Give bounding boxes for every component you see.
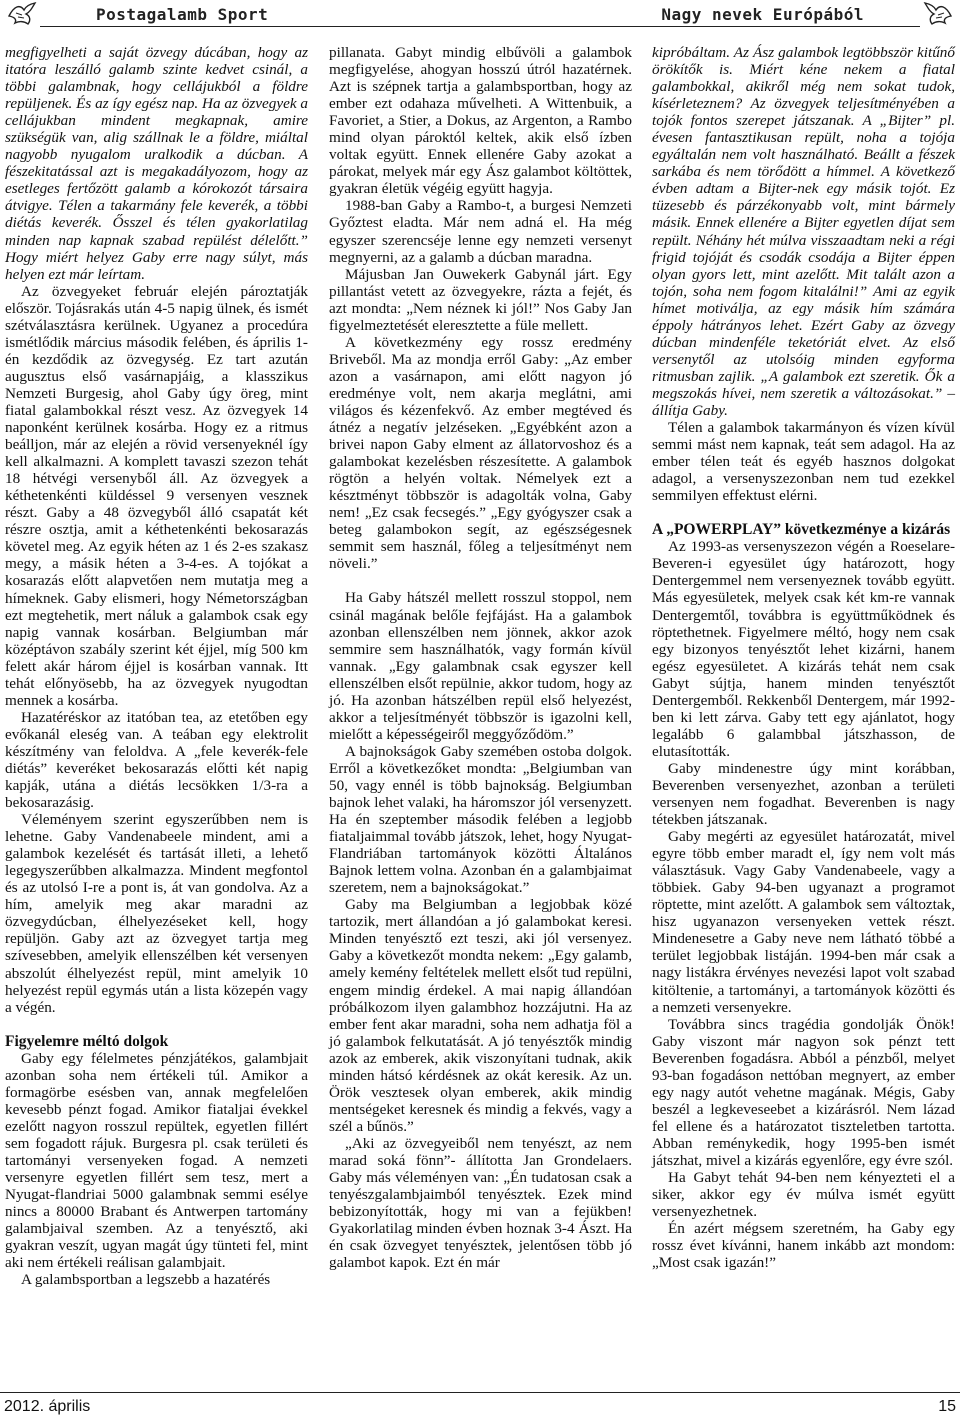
section-heading: A „POWERPLAY” következménye a kizárás [652, 521, 951, 539]
paragraph: megfigyelheti a saját özvegy dúcában, hogy az itatóra leszálló galamb szinte kedvet csinál, a többi galambnak, hogy cellájukból a földre repüljenek. És az így egész nap. Ha az özvegyek a cellájukban mindent megkapnak, amire szükségük van, alig szállnak le a földre, miáltal nagyobb nyugalom uralkodik a dúcban. A fészekitatással azt is megakadályozom, hogy az esetleges fertőzött galamb a kórokozót társaira átvigye. Télen a takarmány fele keverék, a többi diétás keverék. Ősszel és télen gyakorlatilag minden nap kapnak szabad repülést délelőtt.” Hogy miért helyez Gaby erre nagy súlyt, más helyen ezt már leírtam. [5, 44, 308, 283]
paragraph-spacer [329, 572, 632, 589]
paragraph: 1988-ban Gaby a Rambo-t, a burgesi Nemzeti Győztest eladta. Már nem adná el. Ha még egyszer szerencséje lenne egy nemzeti versenyt megnyerni, az a galamb a dúcban maradna. [329, 197, 632, 266]
pigeon-icon [6, 0, 38, 28]
magazine-title: Postagalamb Sport [96, 5, 269, 24]
paragraph: Télen a galambok takarmányon és vízen kívül semmi mást nem kapnak, teát sem adagol. Ha az ember télen teát és egyéb hasznos dolgokat adagol, a versenyszezonban nem tud ezekkel semmilyen effektust elérni. [652, 419, 955, 505]
paragraph: Az özvegyeket február elején pároztatják először. Tojásrakás után 4-5 napig ülnek, és ismét szétválasztásra kerülnek. Ugyanez a procedúra ismétlődik március második felében, és április 1-én kezdődik az özvegység. Ez tart azután augusztus első vasárnapjáig, a klasszikus Nemzeti Burgesig, ahol Gaby úgy öreg, mint fiatal galambokkal részt vesz. Az özvegyek 14 naponként kerülnek kosárba. Hogy ez a ritmus beálljon, már az elején a rövid versenyeknél így kell alkalmazni. A komplett tavaszi szezon tehát 18 hétvégi versenyből áll. Az özvegyek a kéthetenkénti küldéssel 9 versenyen vesznek részt. Gaby a 48 özvegyből álló csapatát két részre osztja, amit a kéthetenkénti bekosarazás követel meg. Az egyik héten az 1 és 2-es szakasz megy, a másik héten a 3-4-es. A tojókat a kosarazás előtt alapvetően nem mutatja meg a hímeknek. Gaby elismeri, hogy Németországban ezt megtehetik, mert náluk a galambok csak egy napig vannak kosárban. Belgiumban már középtávon szabály szerint két éjjel, míg 500 km felett akár három éjjel is kosárban vannak. Itt tehát előnyösebb, ha az özvegyek nyugodtan mennek a kosárba. [5, 282, 308, 709]
paragraph: Ha Gaby hátszél mellett rosszul stoppol, nem csinál magának belőle fejfájást. Ha a galambok azonban ellenszélben nem jönnek, akkor azok semmire sem használhatók, vagy formán kívül vannak. „Egy galambnak csak egyszer kell ellenszélben elsőt repülnie, akkor tudom, hogy az jó. Ha azonban hátszélben repül első helyezést, akkor a teljesítményét többször is igazolni kell, mielőtt a képességeiről meggyőződöm.” [329, 589, 632, 743]
paragraph: Gaby mindenestre úgy mint korábban, Beverenben versenyezhet, azonban a területi versenyen nem fogadhat. Beverenben is nagy tétekben játszanak. [652, 759, 955, 829]
paragraph: Véleményem szerint egyszerűbben nem is lehetne. Gaby Vandenabeele mindent, ami a galambok kezelését és tartását illeti, a lehető legegyszerűbben alkalmazza. Mindent megfontol és az utolsó I-re a pont is, át van gondolva. Az a hím, amelyik meg akar maradni az özvegydúcban, élhelyezéseket kell, hogy repüljön. Gaby azt az özvegyet tartja meg szívesebben, amelyik ellenszélben két versenyen abszolút élhelyezést repül, mint amelyik 10 helyezést repül egymás után a lista közepén vagy a végén. [5, 811, 308, 1016]
paragraph: Hazatéréskor az itatóban tea, az etetőben egy evőkanál eleség van. A teában egy elektrolit készítmény van feloldva. A „fele keverék-fele diétás” keveréket bekosarazás előtti két napig kapják, utána a diétás lecsökken 1/3-ra a bekosarazásig. [5, 708, 308, 812]
paragraph: A következmény egy rossz eredmény Briveből. Ma az mondja erről Gaby: „Az ember azon a vasárnapon, ami előtt nagyon jó eredménye volt, nem akarja meglátni, ami világos és kézenfekvő. Az ember megtéved és átnéz a negatív jelzéseken. „Egyébként azon a brivei napon Gaby elment az állatorvoshoz és a galambokat kezelésben részesítette. A galambok rögtön a helyén voltak. Némelyek ezt a késztményt többször is adagolták volna, Gaby nem! „Ez csak fecsegés.” „Egy gyógyszer csak a beteg galambokon segít, az egészségesnek semmit sem használ, főleg a teljesítményt nem növeli.” [329, 333, 632, 573]
header-rule [40, 26, 920, 27]
paragraph: Gaby ma Belgiumban a legjobbak közé tartozik, mert állandóan a jó galambokat keresi. Minden tenyésztő ezt teszi, aki jól versenyez. Gaby a következőt mondta nekem: „Egy galamb, amely kemény feltételek mellett elsőt tud repülni, engem mindig érdekel. A mai napig állandóan próbálkozom ilyen galambhoz hozzájutni. Ha az ember fent akar maradni, soha nem adhatja föl a jó galambok felkutatását. A jó tenyésztők mindig azok az emberek, akik viszonyítani tudnak, akik minden hátsó kérdésnek az okát keresik. Az un. Örök vesztesek olyan emberek, akik mindig mentségeket keresnek és mindig a fekvés, vagy a szél a bűnös.” [329, 896, 632, 1135]
paragraph: Én azért mégsem szeretném, ha Gaby egy rossz évet kívánni, hanem inkább azt mondom: „Most csak igazán!” [652, 1220, 955, 1272]
text-column-3 [652, 44, 955, 1271]
paragraph: Gaby megérti az egyesület határozatát, mivel egyre több ember maradt el, így nem volt más választásuk. Vagy Gaby Vandenabeele, vagy a többiek. Gaby 94-ben ugyanazt a programot röptette, mint azelőtt. A galambok sem változtak, hisz ugyanazon versenyeken vettek részt. Mindenesetre a Gaby neve nem látható többé a terület legjobbak listáján. 1994-ben már csak a nagy listákra érvényes nevezési lapot volt szabad kitöltenie, a tartományi, a tartományok közötti és a nemzeti versenyekre. [652, 828, 955, 1016]
paragraph: Gaby egy félelmetes pénzjátékos, galambjait azonban soha nem értékeli túl. Amikor a formagörbe esésben van, annak megfelelően kevesebb pénzt fogad. Amikor fiataljai évekkel ezelőtt nagyon rosszul repültek, egyetlen fillért sem fogadott rájuk. Burgesra pl. csak területi és tartományi versenyeken fogad. A nemzeti versenyre egyetlen fillért sem tesz, mert a Nyugat-flandriai 5000 galambnak semmi esélye nincs a 80000 Brabant és Antwerpen tartomány galambjaival szemben. Az a tenyésztő, aki gyakran veszít, ugyan magát úgy tünteti fel, mint aki nem értékeli reálisan galambjait. [5, 1049, 308, 1272]
paragraph: Továbbra sincs tragédia gondolják Önök! Gaby viszont már nagyon sok pénzt tett Beverenben fogadásra. Abból a pénzből, melyet 93-ban fogadáson nettóban megnyert, az ember egy nagy autót vehetne magának. Mégis, Gaby beszél a legkeveseebet a kizárásról. Nem lázad fel ellene és a határozatot tiszteletben tartotta. Abban reménykedik, hogy 1995-ben ismét játszhat, mivel a kizárás egyenlőre, egy évre szól. [652, 1015, 955, 1169]
paragraph-spacer [652, 504, 955, 521]
paragraph: A galambsportban a legszebb a hazatérés [21, 1271, 271, 1289]
paragraph: Májusban Jan Ouwekerk Gabynál járt. Egy pillantást vetett az özvegyekre, rázta a fejét, és azt mondta: „Nem néznek ki jól!” Nos Gaby Jan figyelmeztetését eleresztette a füle mellett. [329, 265, 632, 334]
page-number: 15 [938, 1398, 956, 1415]
section-heading: Figyelemre méltó dolgok [5, 1032, 169, 1050]
paragraph: A bajnokságok Gaby szemében ostoba dolgok. Erről a következőket mondta: „Belgiumban van 50, vagy ennél is több bajnokság. Belgiumban bajnok lehet valaki, ha háromszor jól versenyzett. Ha én szeptember második felében a legjobb fiataljaimmal tovább játszok, lehet, hogy Nyugat-Flandriában tartományok közötti Általános Bajnok lettem volna. Azonban én a galambjaimat szeretem, nem a bajnokságokat.” [329, 742, 632, 897]
text-column-1 [5, 44, 308, 1288]
paragraph: Ha Gabyt tehát 94-ben nem kényezteti el a siker, akkor egy év múlva ismét együtt versenyezhetnek. [652, 1169, 955, 1221]
page-header [0, 0, 960, 32]
pigeon-icon [922, 0, 954, 28]
page-footer [0, 1392, 960, 1422]
section-title: Nagy nevek Európából [661, 5, 864, 24]
paragraph: pillanata. Gabyt mindig elbűvöli a galambok megfigyelése, ahogyan hosszú útról hazatérnek. Azt is szépnek tartja a galambsportban, hogy az ember ezt odahaza művelheti. A Wittenbuik, a Favoriet, a Stier, a Dokus, az Argenton, a Rambo mind olyan pároktól keltek, akik első ízben voltak együtt. Ennek ellenére Gaby azokat a párokat, melyek már egy Ász galambot költöttek, gyakran életük végéig együtt hagyja. [329, 44, 632, 198]
paragraph: Az 1993-as versenyszezon végén a Roeselare-Beveren-i egyesület úgy határozott, hogy Dentergemmel nem versenyeznek tovább együtt. Más egyesületek, melyek csak két km-re vannak Dentergemtől, továbbra is együttműködnek és röptethetnek. Figyelmere méltó, hogy nem csak egy bizonyos tenyésztőt lehet kizárni, hanem egész egyesületet. A kizárás tehát nem csak Gabyt sújtja, hanem minden tenyésztőt Dentergemből. Rekkenből Dentergem, már 1992-ben ki lett zárva. Gaby tett egy ajánlatot, hogy legalább 6 galambbal játszhasson, de elutasították. [652, 538, 955, 760]
text-column-2 [329, 44, 632, 1271]
paragraph-spacer [5, 1016, 308, 1033]
paragraph: „Aki az özvegyeiből nem tenyészt, az nem marad soká fönn”- állította Jan Grondelaers. Gaby más véleményen van: „Én tudatosan csak a tenyészgalambjaimból tenyésztek. Ezek mind bebizonyították, hogy mi van a fejükben! Gyakorlatilag minden évben hoznak 3-4 Ászt. Ha én csak özvegyet tenyésztek, jelentősen több jó galambot kapok. Ezt én már [329, 1134, 632, 1272]
issue-date: 2012. április [4, 1398, 91, 1415]
footer-rule [0, 1392, 960, 1393]
paragraph: kipróbáltam. Az Ász galambok legtöbbször kitűnő örökítők is. Miért kéne nekem a fiatal galambokkal, akikről még nem sokat tudok, kísérleteznem? Az özvegyek teljesítményében a tojók fontos szerepet játszanak. A „Bijter” pl. évesen fantasztikusan repült, noha a tojója egyáltalán nem volt használható. Beállt a fészek sarkába és nem törődött a hímmel. A következő évben adtam a Bijter-nek egy másik tojót. Ez tüzesebb és párzékonyabb volt, mint bármely másik. Ennek ellenére a Bijter egyetlen díjat sem repült. Néhány hét múlva visszaadtam neki a régi frigid tojóját és csodák csodája a Bijter éppen olyan gyors lett, mint azelőtt. Mit talált azon a tojón, soha nem fogom kitalálni!” Ami az egyik hímet motiválja, az egy másik hím számára éppoly hátrányos lehet. Ezért Gaby az özvegy dúcban mindenféle teketóriát elvet. Az első versenytől az utolsóig minden egyforma ritmusban zajlik. „A galambok ezt szeretik. Ők a megszokás hívei, nem szeretik a változásokat.” – állítja Gaby. [652, 44, 955, 419]
